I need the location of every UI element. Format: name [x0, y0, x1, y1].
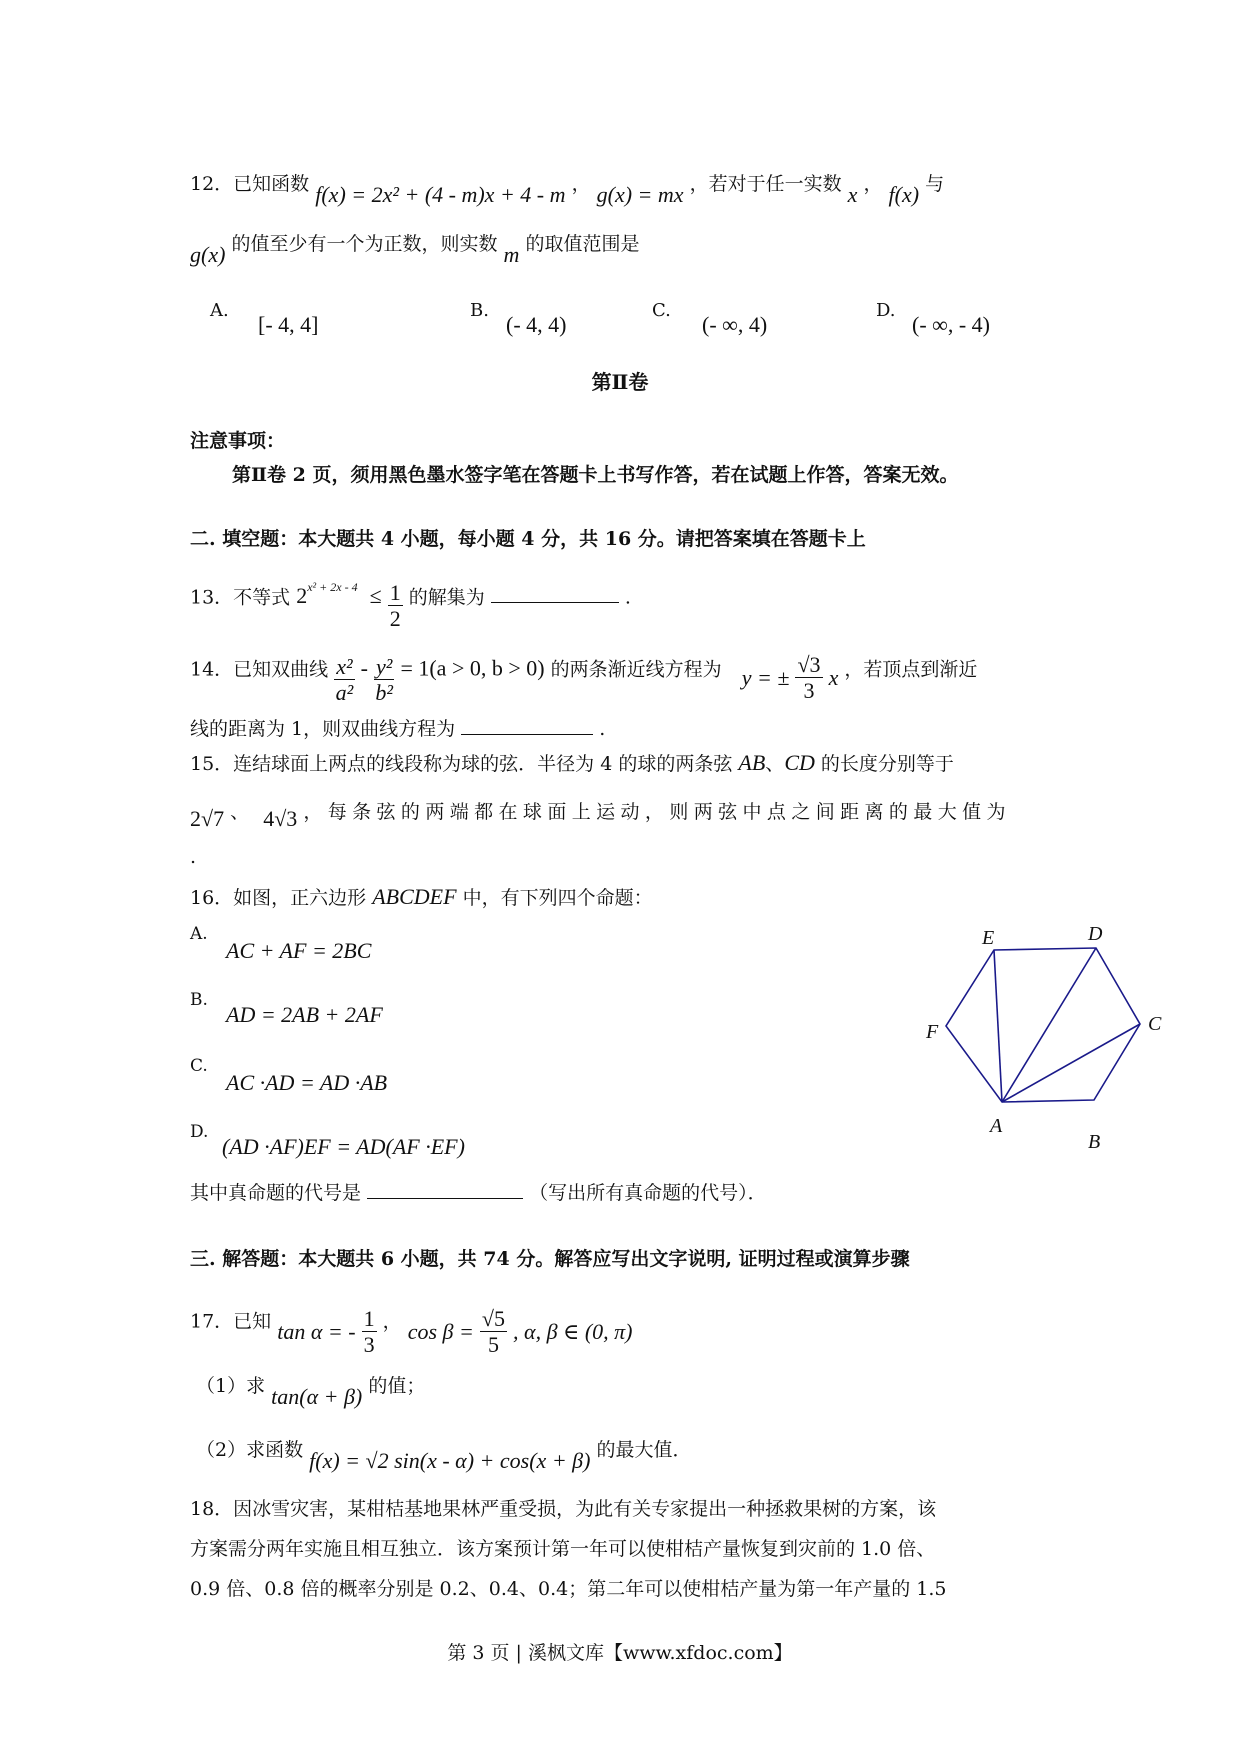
vertex-label-f: F	[926, 1021, 939, 1043]
section2-heading: 二. 填空题：本大题共 4 小题，每小题 4 分，共 16 分。请把答案填在答题卡上	[190, 528, 866, 550]
q17-p1-tail: 的值；	[368, 1375, 426, 1397]
q14-asym-den: 3	[803, 678, 815, 704]
q12-line2	[190, 232, 640, 267]
question-17-stem	[190, 1296, 633, 1358]
q14-rhs: = 1(a > 0, b > 0)	[400, 655, 545, 681]
q13-fraction	[388, 580, 403, 633]
diagonal-ae	[994, 950, 1002, 1102]
question-14-line1	[190, 644, 978, 706]
q12-sep2: ，	[863, 173, 883, 195]
q16-answer-line	[190, 1180, 767, 1203]
q18-line2: 方案需分两年实施且相互独立．该方案预计第一年可以使柑桔产量恢复到灾前的 1.0 倍、	[190, 1538, 936, 1560]
q12-option-b-label: B.	[470, 300, 489, 321]
q13-end: .	[624, 586, 631, 609]
q18-line3: 0.9 倍、0.8 倍的概率分别是 0.2、0.4、0.4；第二年可以使柑桔产量为第一年产量的 1.5	[190, 1578, 947, 1600]
q17-p1-expr: tan(α + β)	[271, 1384, 363, 1409]
q12-option-a-value: [- 4, 4]	[258, 312, 319, 337]
q12-g-definition: g(x) = mx	[596, 182, 684, 207]
q15-line1-lead: 15．连结球面上两点的线段称为球的弦．半径为 4 的球的两条弦	[190, 753, 733, 775]
q13-frac-den: 2	[389, 606, 401, 632]
q14-lead: 14．已知双曲线	[190, 658, 329, 681]
q14-asym-x: x	[828, 665, 839, 691]
q13-lead: 13．不等式	[190, 586, 291, 609]
q12-option-c-value: (- ∞, 4)	[702, 312, 768, 337]
q13-answer-blank[interactable]	[491, 584, 619, 603]
diagonal-ac	[1002, 1024, 1140, 1102]
q14-frac-x	[334, 654, 354, 707]
q15-line3: .	[190, 846, 197, 868]
q17-cos-frac	[480, 1306, 507, 1359]
q18-line1: 18．因冰雪灾害，某柑桔基地果林严重受损，为此有关专家提出一种拯救果树的方案，该	[190, 1498, 937, 1520]
q12-sep: ，	[571, 173, 591, 195]
vertex-label-e: E	[982, 927, 995, 949]
q16-option-d-expr: (AD ·AF)EF = AD(AF ·EF)	[222, 1134, 465, 1159]
q16-answer-blank[interactable]	[367, 1180, 523, 1199]
question-15-line1	[190, 752, 954, 774]
q12-f-definition: f(x) = 2x² + (4 - m)x + 4 - m	[315, 182, 566, 207]
vertex-label-d: D	[1088, 923, 1103, 945]
notice-heading: 注意事项：	[190, 430, 286, 452]
q17-p2-lead: （2）求函数	[196, 1439, 304, 1461]
question-13	[190, 572, 631, 632]
q12-option-d-value: (- ∞, - 4)	[912, 312, 990, 337]
q15-v1: 2√7	[190, 806, 225, 831]
q17-tan-den: 3	[363, 1332, 375, 1358]
q14-mid: 的两条渐近线方程为	[550, 658, 722, 681]
q14-asym-num: √3	[797, 652, 821, 677]
q17-cos-num: √5	[481, 1306, 505, 1331]
q14-asym-frac	[795, 652, 822, 705]
vertex-label-c: C	[1148, 1013, 1162, 1035]
q12-var-x: x	[847, 182, 858, 207]
q15-sep2: 、	[230, 801, 250, 823]
q17-domain: , α, β ∈ (0, π)	[513, 1319, 633, 1345]
q12-mid: ，若对于任一实数	[689, 173, 842, 195]
page-footer: 第 3 页 | 溪枫文库【www.xfdoc.com】	[447, 1642, 793, 1664]
q12-g-ref: g(x)	[190, 242, 226, 267]
q12-line1	[190, 172, 945, 207]
q14-num1: x²	[336, 654, 353, 679]
q12-lead: 12．已知函数	[190, 173, 310, 195]
q12-line2-text: 的值至少有一个为正数，则实数	[231, 233, 498, 255]
q14-tail: ，若顶点到渐近	[844, 658, 978, 681]
q15-line2-tail: ，每条弦的两端都在球面上运动，则两弦中点之间距离的最大值为	[303, 801, 1011, 823]
q12-option-d-label: D.	[876, 300, 896, 321]
q16-option-a-label: A.	[190, 924, 208, 944]
q14-asym-lhs: y = ±	[741, 665, 790, 691]
q17-lead: 17．已知	[190, 1310, 272, 1333]
q12-line2-tail: 的取值范围是	[525, 233, 640, 255]
q14-den2: b²	[375, 680, 394, 706]
diagonal-ad	[1002, 948, 1096, 1102]
q17-part1	[196, 1374, 426, 1409]
q14-minus: -	[360, 655, 368, 681]
section3-heading: 三. 解答题：本大题共 6 小题，共 74 分。解答应写出文字说明, 证明过程或演算步骤	[190, 1248, 910, 1270]
q15-cd: CD	[784, 750, 815, 775]
notice-body: 第Ⅱ卷 2 页，须用黑色墨水签字笔在答题卡上书写作答，若在试题上作答，答案无效。	[232, 464, 959, 486]
question-16-stem	[190, 886, 653, 908]
q17-sep: ，	[382, 1310, 402, 1333]
vertex-label-b: B	[1088, 1131, 1101, 1153]
q13-tail: 的解集为	[408, 586, 485, 609]
hexagon-figure	[920, 920, 1180, 1160]
q15-ab: AB	[738, 750, 766, 775]
q17-cos-lhs: cos β =	[407, 1319, 474, 1345]
q12-option-c-label: C.	[652, 300, 671, 321]
q16-option-c-label: C.	[190, 1056, 208, 1076]
vertex-label-a: A	[990, 1115, 1003, 1137]
hexagon-lines	[946, 948, 1140, 1102]
q13-exponent: x² + 2x - 4	[307, 580, 358, 595]
q12-option-b-value: (- 4, 4)	[506, 312, 567, 337]
q16-option-b-label: B.	[190, 990, 208, 1010]
q14-frac-y	[374, 654, 394, 707]
q17-tan-num: 1	[363, 1306, 375, 1331]
q13-le: ≤	[369, 583, 382, 609]
q17-p1-lead: （1）求	[196, 1375, 266, 1397]
q13-base	[296, 580, 358, 609]
q16-option-d-label: D.	[190, 1122, 209, 1142]
q12-tail: 与	[925, 173, 945, 195]
q15-v2: 4√3	[263, 806, 298, 831]
q17-cos-den: 5	[487, 1332, 499, 1358]
q13-frac-num: 1	[389, 580, 401, 605]
q17-part2	[196, 1438, 692, 1473]
part2-title: 第Ⅱ卷	[591, 370, 649, 394]
question-15-line2	[190, 800, 1011, 831]
q16-tail: 中，有下列四个命题：	[462, 887, 653, 909]
q12-var-m: m	[503, 242, 520, 267]
q16-option-a-expr: AC + AF = 2BC	[226, 938, 372, 963]
q16-option-b-expr: AD = 2AB + 2AF	[226, 1002, 383, 1027]
q12-f-ref: f(x)	[888, 182, 920, 207]
q16-hexagon-name: ABCDEF	[372, 884, 457, 909]
q17-p2-tail: 的最大值．	[596, 1439, 692, 1461]
q14-line2: 线的距离为 1，则双曲线方程为	[190, 718, 456, 740]
q16-answer-tail: （写出所有真命题的代号）．	[529, 1182, 767, 1204]
q17-tan-frac	[362, 1306, 377, 1359]
q13-base-value: 2	[296, 583, 308, 609]
q16-lead: 16．如图，正六边形	[190, 887, 367, 909]
q16-option-c-expr: AC ·AD = AD ·AB	[226, 1070, 388, 1095]
q17-p2-expr: f(x) = √2 sin(x - α) + cos(x + β)	[309, 1448, 591, 1473]
q17-tan-lhs: tan α = -	[277, 1319, 356, 1345]
q15-sep: 、	[765, 753, 785, 775]
q14-answer-blank[interactable]	[461, 716, 593, 735]
q14-num2: y²	[376, 654, 393, 679]
question-14-line2	[190, 716, 605, 739]
q15-line1-tail: 的长度分别等于	[820, 753, 954, 775]
q14-den1: a²	[335, 680, 354, 706]
q12-option-a-label: A.	[210, 300, 229, 321]
q16-answer-lead: 其中真命题的代号是	[190, 1182, 362, 1204]
q14-end: .	[599, 718, 606, 740]
